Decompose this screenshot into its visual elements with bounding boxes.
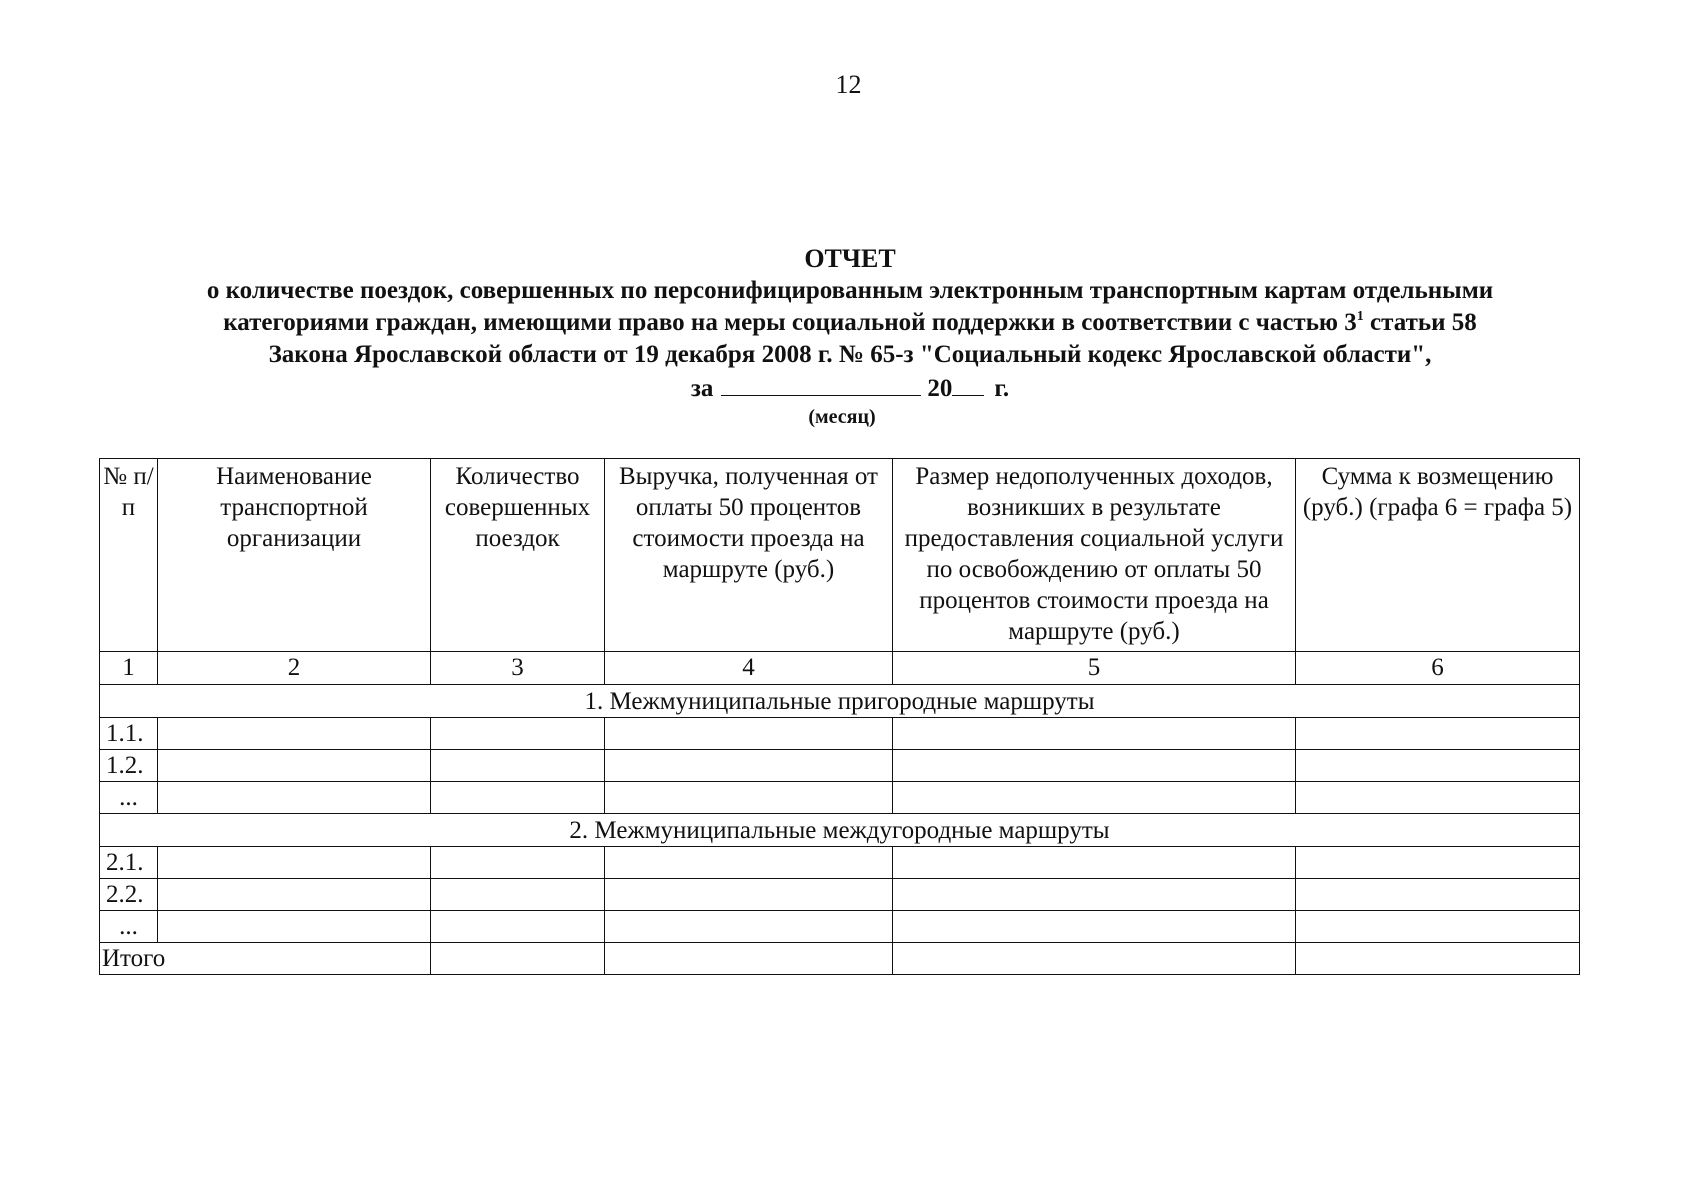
row-number: 1.1. xyxy=(100,718,158,750)
header-cell-trips: Количество совершенных поездок xyxy=(431,459,605,652)
report-period-line xyxy=(90,373,1610,404)
period-year: 20 xyxy=(927,375,953,402)
revenue-cell[interactable] xyxy=(605,847,893,879)
reimbursement-cell[interactable] xyxy=(1296,847,1580,879)
section-title: 2. Межмуниципальные междугородные маршруты xyxy=(100,814,1580,847)
month-blank-field[interactable] xyxy=(721,373,921,396)
table-header-row xyxy=(100,459,1580,652)
row-number: 2.1. xyxy=(100,847,158,879)
header-cell-organization: Наименование транспортной организации xyxy=(158,459,431,652)
report-heading: ОТЧЕТ xyxy=(804,244,896,273)
row-number: 2.2. xyxy=(100,879,158,911)
section-title: 1. Межмуниципальные пригородные маршруты xyxy=(100,685,1580,718)
header-cell-revenue: Выручка, полученная от оплаты 50 процентов стоимости проезда на маршруте (руб.) xyxy=(605,459,893,652)
column-number-row xyxy=(100,652,1580,685)
trips-cell[interactable] xyxy=(431,718,605,750)
revenue-cell[interactable] xyxy=(605,718,893,750)
report-subtitle-line-2 xyxy=(90,307,1610,339)
report-subtitle-line-1: о количестве поездок, совершенных по персонифицированным электронным транспортным картам отдельными xyxy=(206,277,1494,304)
year-blank-field[interactable] xyxy=(952,373,984,396)
table-row xyxy=(100,911,1580,943)
total-lost-income-cell[interactable] xyxy=(893,943,1296,975)
table-row xyxy=(100,718,1580,750)
table-row xyxy=(100,847,1580,879)
header-cell-number: № п/п xyxy=(100,459,158,652)
column-number-cell: 5 xyxy=(893,652,1296,685)
column-number-cell: 3 xyxy=(431,652,605,685)
period-suffix: г. xyxy=(994,375,1010,402)
organization-cell[interactable] xyxy=(158,911,431,943)
period-prefix: за xyxy=(690,375,714,402)
subtitle-superscript: 1 xyxy=(1356,309,1364,324)
section-row-intercity xyxy=(100,814,1580,847)
report-subtitle-line-3: Закона Ярославской области от 19 декабря 2008 г. № 65-з "Социальный кодекс Ярославской области", xyxy=(268,341,1432,368)
lost-income-cell[interactable] xyxy=(893,911,1296,943)
trips-cell[interactable] xyxy=(431,879,605,911)
revenue-cell[interactable] xyxy=(605,750,893,782)
organization-cell[interactable] xyxy=(158,879,431,911)
reimbursement-cell[interactable] xyxy=(1296,879,1580,911)
total-row xyxy=(100,943,1580,975)
lost-income-cell[interactable] xyxy=(893,782,1296,814)
table-row xyxy=(100,879,1580,911)
organization-cell[interactable] xyxy=(158,847,431,879)
organization-cell[interactable] xyxy=(158,718,431,750)
total-label: Итого xyxy=(100,943,431,975)
column-number-cell: 6 xyxy=(1296,652,1580,685)
total-revenue-cell[interactable] xyxy=(605,943,893,975)
page-number: 12 xyxy=(835,70,862,99)
revenue-cell[interactable] xyxy=(605,782,893,814)
reimbursement-cell[interactable] xyxy=(1296,911,1580,943)
reimbursement-cell[interactable] xyxy=(1296,718,1580,750)
row-number: ... xyxy=(100,782,158,814)
section-row-suburban xyxy=(100,685,1580,718)
table-row xyxy=(100,782,1580,814)
report-title-block xyxy=(90,243,1610,428)
trips-cell[interactable] xyxy=(431,847,605,879)
table-row xyxy=(100,750,1580,782)
header-cell-lost-income: Размер недополученных доходов, возникших в результате предоставления социальной услуги по освобождению от оплаты 50 процентов стоимости проезда на маршруте (руб.) xyxy=(893,459,1296,652)
subtitle-line-2-tail: статьи 58 xyxy=(1363,309,1477,336)
month-caption: (месяц) xyxy=(808,406,876,428)
reimbursement-cell[interactable] xyxy=(1296,750,1580,782)
column-number-cell: 2 xyxy=(158,652,431,685)
column-number-cell: 1 xyxy=(100,652,158,685)
row-number: 1.2. xyxy=(100,750,158,782)
total-trips-cell[interactable] xyxy=(431,943,605,975)
trips-cell[interactable] xyxy=(431,750,605,782)
reimbursement-cell[interactable] xyxy=(1296,782,1580,814)
revenue-cell[interactable] xyxy=(605,911,893,943)
revenue-cell[interactable] xyxy=(605,879,893,911)
trips-cell[interactable] xyxy=(431,911,605,943)
header-cell-reimbursement: Сумма к возмещению (руб.) (графа 6 = графа 5) xyxy=(1296,459,1580,652)
organization-cell[interactable] xyxy=(158,750,431,782)
total-reimbursement-cell[interactable] xyxy=(1296,943,1580,975)
column-number-cell: 4 xyxy=(605,652,893,685)
lost-income-cell[interactable] xyxy=(893,718,1296,750)
subtitle-line-2-text: категориями граждан, имеющими право на меры социальной поддержки в соответствии с частью 3 xyxy=(223,309,1357,336)
row-number: ... xyxy=(100,911,158,943)
report-table xyxy=(99,458,1580,975)
trips-cell[interactable] xyxy=(431,782,605,814)
lost-income-cell[interactable] xyxy=(893,879,1296,911)
lost-income-cell[interactable] xyxy=(893,750,1296,782)
organization-cell[interactable] xyxy=(158,782,431,814)
lost-income-cell[interactable] xyxy=(893,847,1296,879)
